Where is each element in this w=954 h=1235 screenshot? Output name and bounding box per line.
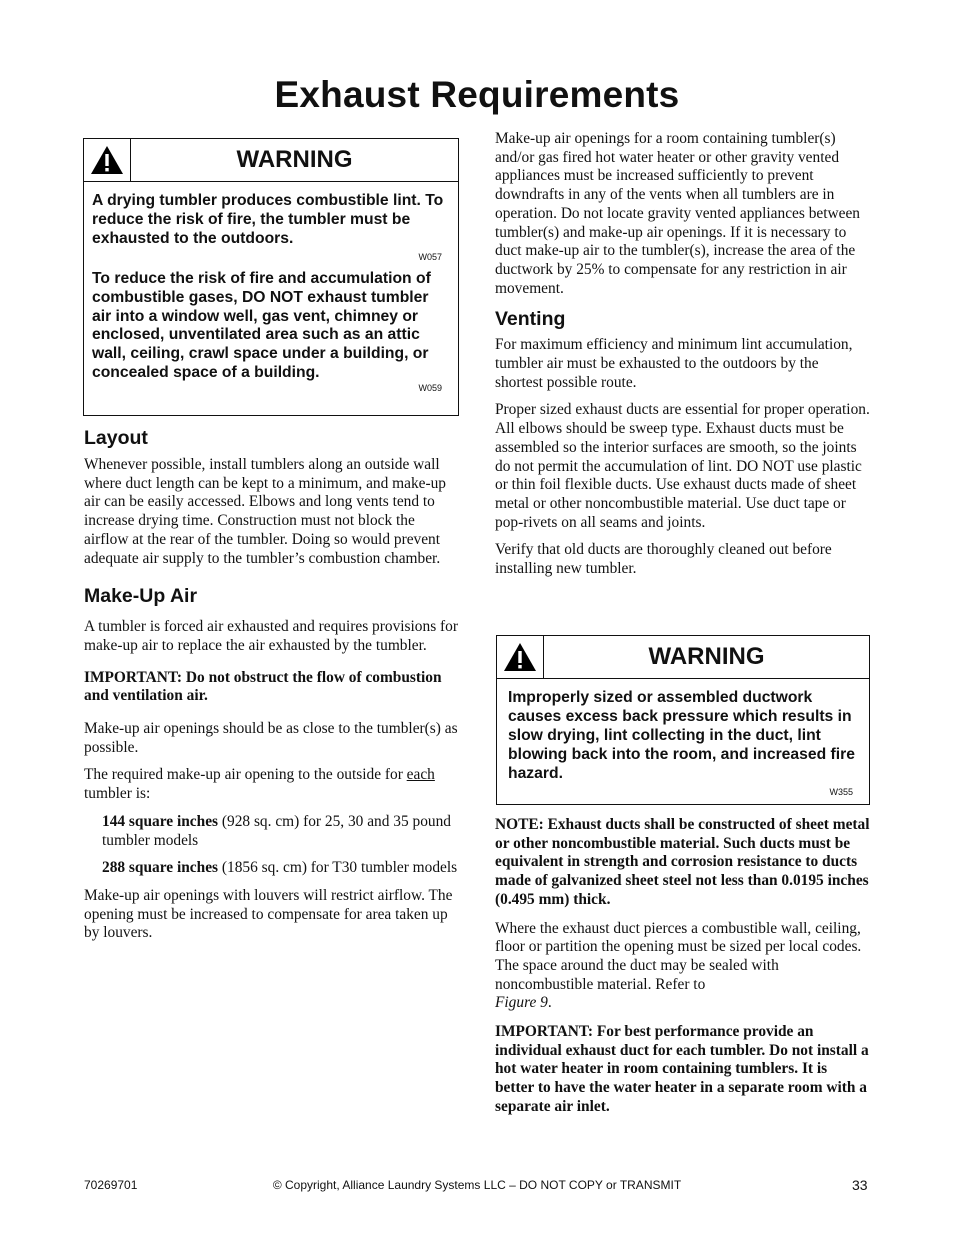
makeup-paragraph-1: A tumbler is forced air exhausted and requires provisions for make-up air to replace the air exhausted by the tumbler. xyxy=(84,618,458,654)
footer-copyright: © Copyright, Alliance Laundry Systems LLC – DO NOT COPY or TRANSMIT xyxy=(272,1178,682,1192)
pierce-period: . xyxy=(547,994,552,1012)
requirement-size: 288 square inches xyxy=(102,859,219,877)
makeup-p3-text: The required make-up air opening to the outside for xyxy=(84,766,407,784)
left-column xyxy=(84,427,459,952)
warning-icon-cell xyxy=(84,139,131,181)
warning-body xyxy=(497,679,869,811)
makeup-requirement-144 xyxy=(102,813,459,850)
venting-paragraph-3: Verify that old ducts are thoroughly cleaned out before installing new tumbler. xyxy=(495,541,832,578)
venting-paragraph-2: Proper sized exhaust ducts are essential for proper operation. All elbows should be sweep type. Exhaust ducts must be assembled so the interior surfaces are smooth, so the joints do not permit the accumulation of lint. DO NOT use plastic or thin foil flexible ducts. Use exhaust ducts made of sheet metal or other noncombustible material. Use duct tape or pop-rivets on all seams and joints. xyxy=(495,401,870,531)
makeup-room-paragraph: Make-up air openings for a room containing tumbler(s) and/or gas fired hot water heater or other gravity vented appliances must be increased sufficiently to prevent downdrafts in any of the vents when all tumblers are in operation. Do not locate gravity vented appliances between tumbler(s) and make-up air openings. If it is necessary to duct make-up air to the tumbler(s), increase the area of the ductwork by 25% to compensate for any restriction in air movement. xyxy=(495,130,860,297)
section-heading-makeup-air: Make-Up Air xyxy=(84,585,198,608)
warning-icon-cell xyxy=(497,636,544,678)
makeup-p3-each: each xyxy=(406,766,435,784)
warning-text-ductwork: Improperly sized or assembled ductwork causes excess back pressure which results in slow drying, lint collecting in the duct, lint blowing back into the room, and increased fire hazard. xyxy=(508,689,855,782)
makeup-p3-text-end: tumbler is: xyxy=(84,785,151,803)
venting-paragraph-1: For maximum efficiency and minimum lint accumulation, tumbler air must be exhausted to the outdoors by the shortest possible route. xyxy=(495,336,853,391)
section-heading-layout: Layout xyxy=(84,427,148,449)
pierce-text: Where the exhaust duct pierces a combustible wall, ceiling, floor or partition the opening must be sized per local codes. The space around the duct may be sealed with noncombustible material. Refer to xyxy=(495,919,862,993)
warning-box-fire xyxy=(83,138,459,416)
warning-text-lint: A drying tumbler produces combustible lint. To reduce the risk of fire, the tumbler must be exhausted to the outdoors. xyxy=(92,192,444,247)
section-heading-venting: Venting xyxy=(495,308,566,331)
makeup-requirement-288 xyxy=(102,859,459,878)
right-column-bottom xyxy=(495,816,870,1126)
page-title: Exhaust Requirements xyxy=(274,74,680,115)
warning-header xyxy=(84,139,458,182)
warning-body xyxy=(84,182,458,407)
requirement-size: 144 square inches xyxy=(102,812,219,830)
pierce-paragraph xyxy=(495,920,870,1014)
makeup-paragraph-3 xyxy=(84,766,459,803)
warning-box-ductwork xyxy=(496,635,870,805)
requirement-desc: (928 sq. cm) for 25, 30 and 35 pound tumbler models xyxy=(102,812,451,849)
warning-header xyxy=(497,636,869,679)
makeup-paragraph-4: Make-up air openings with louvers will restrict airflow. The opening must be increased to compensate for area taken up by louvers. xyxy=(84,886,453,942)
makeup-paragraph-2: Make-up air openings should be as close to the tumbler(s) as possible. xyxy=(84,720,458,756)
warning-code: W355 xyxy=(829,786,853,797)
warning-code: W057 xyxy=(418,251,442,262)
right-column-top xyxy=(495,130,870,588)
warning-label: WARNING xyxy=(236,146,353,173)
layout-paragraph: Whenever possible, install tumblers along an outside wall where duct length can be kept to a minimum, and make-up air can be easily accessed. Elbows and long vents tend to increase drying time. Construction must not block the airflow at the rear of the tumbler. Doing so would prevent adequate air supply to the tumbler’s combustion chamber. xyxy=(84,456,446,567)
requirement-desc: (1856 sq. cm) for T30 tumbler models xyxy=(218,859,458,877)
warning-text-gases: To reduce the risk of fire and accumulation of combustible gases, DO NOT exhaust tumbler air into a window well, gas vent, chimney or enclosed, unventilated area such as an attic wall, ceiling, crawl space under a building, or concealed space of a building. xyxy=(92,269,431,382)
footer-page-number: 33 xyxy=(852,1177,868,1193)
makeup-important: IMPORTANT: Do not obstruct the flow of combustion and ventilation air. xyxy=(84,668,442,705)
figure-reference-link[interactable]: Figure 9 xyxy=(495,994,548,1012)
warning-triangle-icon xyxy=(90,145,124,175)
warning-label: WARNING xyxy=(648,643,765,670)
warning-triangle-icon xyxy=(503,642,537,672)
footer-doc-number: 70269701 xyxy=(84,1178,138,1192)
important-paragraph: IMPORTANT: For best performance provide an individual exhaust duct for each tumbler. Do not install a hot water heater in room containing tumblers. It is better to have the water heater in a separate room with a separate air inlet. xyxy=(495,1023,869,1115)
warning-code: W059 xyxy=(418,383,442,394)
note-paragraph: NOTE: Exhaust ducts shall be constructed of sheet metal or other noncombustible material. Such ducts must be equivalent in strength and corrosion resistance to ducts made of galvanized sheet steel not less than 0.0195 inches (0.495 mm) thick. xyxy=(495,816,870,908)
